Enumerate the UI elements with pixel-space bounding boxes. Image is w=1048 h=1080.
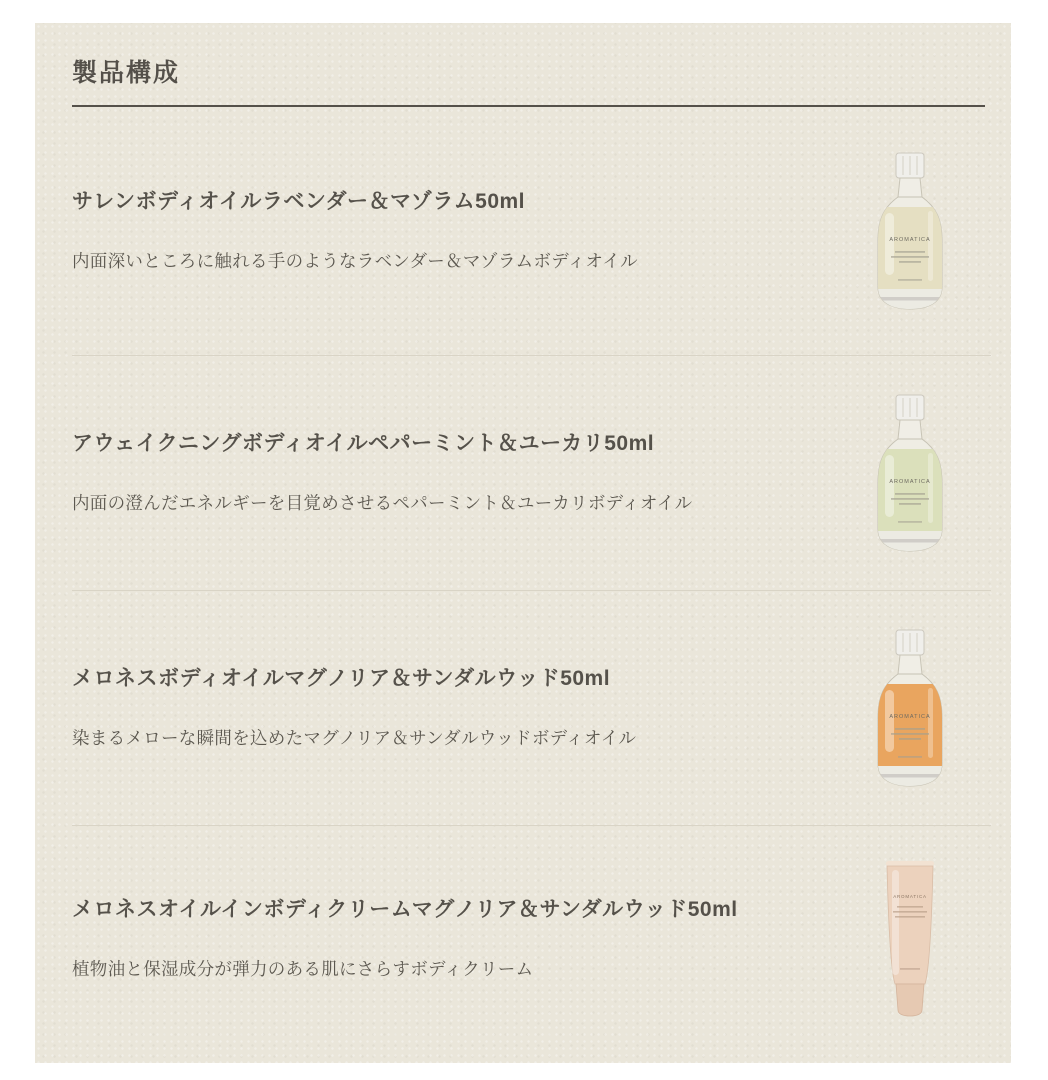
product-photo [835,147,985,315]
product-name: サレンボディオイルラベンダー＆マゾラム50ml [72,190,526,214]
product-name: メロネスボディオイルマグノリア＆サンダルウッド50ml [72,667,611,691]
product-row [72,591,991,826]
section-title: 製品構成 [72,59,181,87]
product-text-block [72,896,738,982]
product-description: 植物油と保湿成分が弾力のある肌にさらすボディクリーム [72,959,534,980]
product-description: 内面深いところに触れる手のようなラベンダー＆マゾラムボディオイル [72,251,638,272]
body-oil-bottle-image [862,628,958,788]
svg-text:AROMATICA: AROMATICA [889,237,931,243]
svg-text:AROMATICA: AROMATICA [889,479,931,485]
product-row [72,107,991,356]
product-row [72,826,991,1052]
product-photo [835,389,985,557]
product-text-block [72,665,636,751]
product-photo [835,855,985,1023]
product-text-block [72,430,692,516]
product-description: 内面の澄んだエネルギーを目覚めさせるペパーミント＆ユーカリボディオイル [72,493,693,514]
body-oil-bottle-image [862,151,958,311]
svg-text:AROMATICA: AROMATICA [889,714,931,720]
body-cream-tube-image [879,858,941,1020]
product-photo [835,624,985,792]
product-name: メロネスオイルインボディクリームマグノリア＆サンダルウッド50ml [72,898,738,922]
product-text-block [72,188,638,274]
body-oil-bottle-image [862,393,958,553]
product-name: アウェイクニングボディオイルペパーミント＆ユーカリ50ml [72,432,655,456]
product-row [72,356,991,591]
product-list [72,107,991,1052]
product-description: 染まるメローな瞬間を込めたマグノリア＆サンダルウッドボディオイル [72,728,637,749]
svg-text:AROMATICA: AROMATICA [893,894,927,899]
product-composition-panel [35,23,1011,1063]
